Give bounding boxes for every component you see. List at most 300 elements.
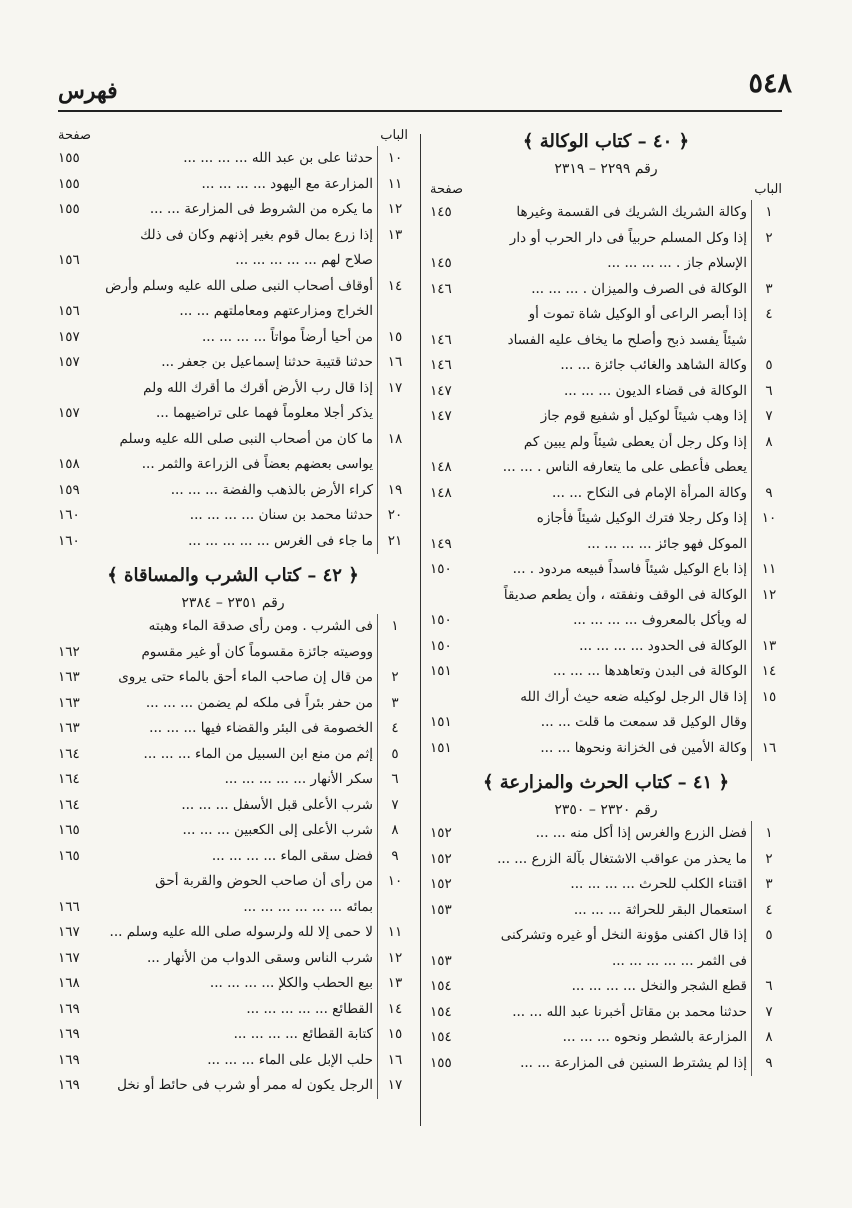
entry-separator	[377, 478, 378, 504]
entry-separator	[377, 844, 378, 870]
column-divider	[420, 134, 421, 1126]
entry-separator	[751, 226, 752, 252]
entry-number: ١٣	[387, 226, 403, 243]
entry-page: ١٦٤	[58, 745, 80, 762]
entry-page: ١٥١	[430, 739, 452, 756]
entry-leader-dots: ... ... ... ... ...	[611, 952, 694, 969]
entry-title-text: شرب الأعلى قبل الأسفل	[232, 796, 373, 813]
entry-title-text: من رأى أن صاحب الحوض والقربة أحق	[155, 873, 373, 889]
entry-number: ١٠	[387, 150, 403, 166]
entry-title-text: الوكالة فى قضاء الديون	[615, 382, 747, 399]
entry-title-text: إذا زرع بمال قوم بغير إذنهم وكان فى ذلك	[140, 226, 373, 243]
entry-page: ١٦٠	[58, 532, 80, 549]
chapter-41-list	[430, 821, 782, 1076]
index-entry	[58, 767, 408, 793]
entry-title-text: الوكالة فى البدن وتعاهدها	[604, 663, 747, 679]
entry-separator	[377, 1073, 378, 1099]
bab-header: الباب	[380, 128, 408, 143]
entry-separator	[751, 328, 752, 354]
entry-title	[98, 503, 375, 529]
entry-leader-dots: ... ...	[560, 357, 591, 373]
entry-separator	[377, 248, 378, 274]
entry-page: ١٥٥	[430, 1054, 452, 1071]
entry-page: ١٥١	[430, 663, 452, 679]
entry-separator	[751, 379, 752, 405]
top-rule	[58, 110, 782, 112]
entry-separator	[377, 274, 378, 300]
entry-separator	[377, 1048, 378, 1074]
entry-separator	[377, 614, 378, 640]
entry-separator	[377, 716, 378, 742]
entry-separator	[377, 920, 378, 946]
page-header: صفحة	[58, 128, 91, 143]
index-entry	[430, 685, 782, 711]
index-entry	[58, 274, 408, 300]
entry-page: ١٦٣	[58, 720, 80, 736]
entry-title	[98, 946, 375, 972]
entry-separator	[751, 353, 752, 379]
entry-title	[98, 478, 375, 504]
entry-separator	[751, 634, 752, 660]
entry-number: ٤	[391, 720, 399, 736]
entry-separator	[751, 608, 752, 634]
entry-separator	[751, 1000, 752, 1026]
index-entry	[58, 325, 408, 351]
entry-page: ١٦٩	[58, 1051, 80, 1068]
entry-separator	[751, 455, 752, 481]
entry-number: ١٠	[761, 510, 777, 526]
entry-separator	[377, 503, 378, 529]
index-entry	[430, 277, 782, 303]
entry-title-text: فضل الزرع والغرس إذا أكل منه	[569, 825, 747, 841]
entry-number: ١٤	[761, 663, 777, 679]
entry-number: ٧	[765, 1003, 773, 1020]
entry-title-text: المزارعة مع اليهود	[270, 175, 373, 192]
entry-number: ٢١	[387, 532, 403, 549]
entry-number: ٥	[765, 357, 773, 373]
index-entry	[58, 869, 408, 895]
entry-page: ١٥٩	[58, 481, 80, 498]
index-entry	[58, 146, 408, 172]
index-entry	[430, 302, 782, 328]
entry-separator	[377, 665, 378, 691]
entry-title-text: وكالة الشريك الشريك فى القسمة وغيرها	[516, 204, 747, 220]
entry-separator	[377, 427, 378, 453]
chapter-41-range: رقم ٢٣٢٠ – ٢٣٥٠	[554, 802, 658, 818]
entry-title-text: فى الشرب . ومن رأى صدقة الماء وهبته	[148, 618, 373, 634]
entry-page: ١٤٦	[430, 331, 452, 348]
entry-page: ١٦٢	[58, 643, 80, 660]
entry-number: ٢	[765, 229, 773, 246]
entry-page: ١٥٠	[430, 637, 452, 654]
entry-leader-dots: ... ... ... ... ...	[188, 532, 270, 549]
entry-title-text: يذكر أجلا معلوماً فهما على تراضيهما	[173, 405, 373, 421]
entry-number: ١٩	[387, 481, 403, 498]
index-entry	[58, 716, 408, 742]
entry-number: ٣	[765, 280, 773, 297]
entry-leader-dots: ... ...	[540, 739, 571, 756]
entry-number: ٢٠	[387, 507, 403, 523]
index-entry	[430, 847, 782, 873]
entry-title	[98, 665, 375, 691]
entry-title	[98, 895, 375, 921]
index-entry	[58, 529, 408, 555]
entry-separator	[751, 847, 752, 873]
entry-separator	[751, 1025, 752, 1051]
entry-leader-dots: ... ... ...	[143, 745, 191, 762]
entry-title	[470, 659, 749, 685]
entry-number: ٥	[391, 745, 399, 762]
entry-leader-dots: ... ... ...	[552, 663, 601, 679]
entry-title-text: إذا وكل المسلم حربياً فى دار الحرب أو دار	[509, 229, 747, 246]
entry-title-text: حدثنا محمد بن مقاتل أخبرنا عبد الله	[546, 1003, 747, 1020]
entry-title	[470, 404, 749, 430]
entry-title	[98, 818, 375, 844]
entry-page: ١٥٢	[430, 825, 452, 841]
entry-page: ١٦٦	[58, 898, 80, 915]
entry-page: ١٤٥	[430, 255, 452, 271]
entry-title-text: اقتناء الكلب للحرث	[639, 876, 747, 892]
entry-leader-dots: ... ...	[535, 825, 566, 841]
entry-title	[470, 608, 749, 634]
entry-title-text: يواسى بعضهم بعضاً فى الزراعة والثمر	[158, 456, 373, 472]
entry-title-text: شيئاً يفسد ذبح وأصلح ما يخاف عليه الفساد	[507, 331, 747, 348]
entry-title	[470, 353, 749, 379]
index-entry	[430, 506, 782, 532]
index-entry	[58, 742, 408, 768]
entry-title-text: حدثنا قتيبة حدثنا إسماعيل بن جعفر	[178, 354, 373, 370]
index-entry	[430, 583, 782, 609]
entry-page: ١٥٥	[58, 175, 80, 192]
entry-title-text: الإسلام جاز	[684, 255, 747, 271]
entry-separator	[751, 685, 752, 711]
entry-separator	[377, 223, 378, 249]
entry-number: ١٦	[387, 354, 403, 370]
right-column	[430, 126, 782, 1076]
entry-title-text: من أحيا أرضاً مواتاً	[270, 328, 373, 345]
entry-title-text: إذا قال الرجل لوكيله ضعه حيث أراك الله	[520, 688, 747, 705]
bab-header: الباب	[754, 182, 782, 197]
entry-page: ١٦٩	[58, 1077, 80, 1093]
entry-leader-dots: ... ... ...	[170, 481, 218, 498]
chapter-41-title: ﴿ ٤١ – كتاب الحرث والمزارعة ﴾	[482, 772, 730, 793]
entry-separator	[377, 640, 378, 666]
entry-separator	[751, 974, 752, 1000]
entry-title-text: فضل سقى الماء	[280, 847, 373, 864]
entry-page: ١٤٩	[430, 535, 452, 552]
index-entry-continuation	[58, 895, 408, 921]
entry-separator	[377, 1022, 378, 1048]
entry-title	[470, 226, 749, 252]
entry-title-text: بيع الحطب والكلإ	[278, 975, 373, 991]
entry-title	[98, 274, 375, 300]
entry-page: ١٦٩	[58, 1000, 80, 1017]
entry-leader-dots: ... ... ... ...	[201, 328, 267, 345]
entry-number: ١٠	[387, 873, 403, 889]
entry-page: ١٥٠	[430, 612, 452, 628]
entry-title	[470, 1025, 749, 1051]
entry-number: ٦	[765, 382, 773, 399]
entry-page: ١٥٣	[430, 901, 452, 918]
entry-leader-dots: ... ...	[520, 1054, 551, 1071]
entry-separator	[751, 481, 752, 507]
entry-page: ١٥١	[430, 714, 452, 730]
entry-title-text: صلاح لهم	[321, 252, 373, 268]
index-entry	[58, 920, 408, 946]
entry-separator	[751, 872, 752, 898]
entry-title	[470, 736, 749, 762]
entry-leader-dots: ... ... ...	[573, 901, 622, 918]
index-entry	[58, 1073, 408, 1099]
entry-page: ١٤٨	[430, 484, 452, 501]
entry-number: ١٢	[761, 586, 777, 603]
index-entry	[430, 353, 782, 379]
entry-leader-dots: ... ... ... ...	[571, 978, 636, 994]
running-title: فهرس	[58, 78, 118, 104]
entry-separator	[751, 736, 752, 762]
entry-title	[470, 302, 749, 328]
entry-leader-dots: ... ... ...	[145, 694, 194, 711]
entry-separator	[751, 430, 752, 456]
entry-leader-dots: . ...	[512, 561, 535, 577]
entry-leader-dots: ...	[109, 924, 123, 940]
index-entry	[430, 481, 782, 507]
entry-title-text: له ويأكل بالمعروف	[641, 612, 747, 628]
entry-page: ١٥٤	[430, 1029, 452, 1045]
index-entry	[430, 923, 782, 949]
entry-leader-dots: ... ... ...	[181, 796, 229, 813]
index-entry	[430, 557, 782, 583]
entry-title-text: إذا باع الوكيل شيئاً فاسداً فبيعه مردود	[538, 561, 747, 577]
entry-separator	[751, 251, 752, 277]
entry-number: ٨	[391, 822, 399, 838]
entry-separator	[751, 949, 752, 975]
entry-number: ١٧	[387, 379, 403, 396]
entry-number: ١٥	[387, 328, 403, 345]
entry-page: ١٥٥	[58, 150, 80, 166]
entry-separator	[377, 197, 378, 223]
entry-title-text: وكالة الأمين فى الخزانة ونحوها	[574, 739, 747, 756]
entry-page: ١٤٨	[430, 459, 452, 475]
entry-page: ١٦٣	[58, 669, 80, 685]
entry-number: ٩	[765, 484, 773, 501]
chapter-42-list	[58, 614, 408, 1099]
entry-title	[470, 872, 749, 898]
entry-separator	[751, 557, 752, 583]
entry-leader-dots: . ... ...	[502, 459, 542, 475]
entry-page: ١٦٤	[58, 796, 80, 813]
entry-number: ٦	[765, 978, 773, 994]
index-entry	[58, 818, 408, 844]
entry-separator	[377, 401, 378, 427]
entry-page: ١٤٦	[430, 280, 452, 297]
entry-title	[98, 1022, 375, 1048]
entry-number: ١٤	[387, 277, 403, 294]
entry-title	[470, 974, 749, 1000]
entry-number: ٥	[765, 927, 773, 943]
entry-title	[470, 923, 749, 949]
entry-leader-dots: . ... ... ... ...	[607, 255, 681, 271]
entry-number: ١٥	[761, 688, 777, 705]
entry-number: ١٦	[761, 739, 777, 756]
entry-title-text: حدثنا على بن عبد الله	[251, 150, 373, 166]
entry-title-text: قطع الشجر والنخل	[640, 978, 747, 994]
entry-number: ١	[391, 618, 399, 634]
entry-title	[470, 328, 749, 354]
entry-leader-dots: ...	[155, 405, 169, 421]
chapter-40-title: ﴿ ٤٠ – كتاب الوكالة ﴾	[522, 131, 690, 152]
entry-page: ١٥٦	[58, 303, 80, 319]
entry-title-text: الوكالة فى الحدود	[647, 637, 747, 654]
entry-title	[98, 1073, 375, 1099]
entry-title	[98, 971, 375, 997]
entry-leader-dots: ... ... ... ...	[233, 1026, 298, 1042]
entry-page: ١٤٧	[430, 408, 452, 424]
index-entry-continuation	[58, 452, 408, 478]
index-entry	[58, 350, 408, 376]
entry-title	[98, 997, 375, 1023]
entry-page: ١٥٧	[58, 405, 80, 421]
entry-title	[98, 427, 375, 453]
entry-page: ١٦٧	[58, 949, 80, 966]
entry-page: ١٤٦	[430, 357, 452, 373]
entry-number: ١٢	[387, 201, 403, 217]
entry-title	[98, 325, 375, 351]
entry-title	[98, 767, 375, 793]
index-entry	[58, 614, 408, 640]
entry-title-text: ما جاء فى الغرس	[273, 532, 373, 549]
index-entry-continuation	[58, 640, 408, 666]
entry-title-text: إذا أبصر الراعى أو الوكيل شاة تموت أو	[528, 306, 747, 322]
entry-leader-dots: ... ... ... ...	[570, 876, 635, 892]
entry-title-text: الخصومة فى البئر والقضاء فيها	[200, 720, 373, 736]
index-entry	[430, 430, 782, 456]
entry-title-text: الوكالة فى الصرف والميزان	[591, 280, 747, 297]
entry-leader-dots: ... ... ... ... ...	[224, 771, 307, 787]
entry-title	[98, 844, 375, 870]
index-entry	[430, 404, 782, 430]
entry-page: ١٤٥	[430, 204, 452, 220]
entry-leader-dots: ... ... ...	[562, 1029, 610, 1045]
entry-title	[98, 452, 375, 478]
entry-title-text: كراء الأرض بالذهب والفضة	[222, 481, 373, 498]
entry-title	[470, 847, 749, 873]
entry-leader-dots: ... ... ...	[207, 1051, 255, 1068]
index-entry-continuation	[430, 455, 782, 481]
entry-leader-dots: ... ... ... ...	[189, 507, 255, 523]
entry-title	[470, 583, 749, 609]
entry-leader-dots: ... ...	[497, 850, 528, 867]
entry-leader-dots: ... ...	[512, 1003, 543, 1020]
entry-leader-dots: ... ...	[179, 303, 210, 319]
entry-title-text: ووصيته جائزة مقسوماً كان أو غير مقسوم	[141, 643, 373, 660]
entry-title	[470, 949, 749, 975]
entry-separator	[377, 452, 378, 478]
entry-title-text: وكالة المرأة الإمام فى النكاح	[586, 484, 747, 501]
index-entry	[430, 226, 782, 252]
entry-page: ١٦٩	[58, 1026, 80, 1042]
entry-leader-dots: ... ... ... ...	[587, 535, 652, 552]
entry-leader-dots: ... ... ... ... ... ...	[243, 898, 343, 915]
entry-page: ١٦٨	[58, 975, 80, 991]
entry-separator	[751, 532, 752, 558]
entry-number: ١١	[761, 561, 777, 577]
index-entry	[430, 634, 782, 660]
entry-title-text: حلب الإبل على الماء	[258, 1051, 373, 1068]
entry-separator	[377, 793, 378, 819]
entry-leader-dots: ... ... ...	[563, 382, 612, 399]
entry-title	[470, 506, 749, 532]
entry-title	[470, 430, 749, 456]
entry-leader-dots: ... ... ... ...	[209, 975, 275, 991]
entry-title	[470, 379, 749, 405]
entry-title	[98, 716, 375, 742]
entry-title-text: شرب الناس وسقى الدواب من الأنهار	[164, 949, 373, 966]
entry-title	[98, 299, 375, 325]
entry-separator	[377, 146, 378, 172]
entry-number: ١٣	[387, 975, 403, 991]
entry-page: ١٥٧	[58, 354, 80, 370]
index-entry	[430, 659, 782, 685]
entry-title-text: المزارعة بالشطر ونحوه	[614, 1029, 747, 1045]
entry-page: ١٥٥	[58, 201, 80, 217]
index-entry	[58, 971, 408, 997]
entry-title	[470, 685, 749, 711]
entry-number: ٢	[391, 669, 399, 685]
entry-title	[470, 200, 749, 226]
entry-title-text: الخراج ومزارعتهم ومعاملتهم	[213, 303, 373, 319]
entry-title-text: القطائع	[332, 1000, 373, 1017]
entry-page: ١٥٨	[58, 456, 80, 472]
entry-title	[98, 248, 375, 274]
entry-leader-dots: ... ... ... ...	[579, 637, 644, 654]
index-entry	[58, 1048, 408, 1074]
entry-page: ١٥٠	[430, 561, 452, 577]
entry-title	[98, 1048, 375, 1074]
index-entry	[58, 997, 408, 1023]
index-entry	[58, 665, 408, 691]
entry-page: ١٦٣	[58, 694, 80, 711]
index-entry	[430, 872, 782, 898]
index-entry	[58, 197, 408, 223]
entry-title	[470, 1000, 749, 1026]
index-entry	[58, 427, 408, 453]
page-header: صفحة	[430, 182, 463, 197]
entry-number: ١٣	[761, 637, 777, 654]
entry-page: ١٦٤	[58, 771, 80, 787]
entry-title-text: ما يحذر من عواقب الاشتغال بآلة الزرع	[531, 850, 747, 867]
entry-title-text: سكر الأنهار	[310, 771, 373, 787]
entry-title-text: من حفر بئراً فى ملكه لم يضمن	[197, 694, 373, 711]
index-entry	[430, 898, 782, 924]
entry-leader-dots: ... ...	[552, 484, 583, 501]
entry-separator	[751, 821, 752, 847]
entry-separator	[377, 946, 378, 972]
entry-title	[98, 376, 375, 402]
entry-title-text: ما كان من أصحاب النبى صلى الله عليه وسلم	[119, 430, 373, 447]
entry-title-text: أوقاف أصحاب النبى صلى الله عليه وسلم وأرض	[105, 277, 373, 294]
index-entry	[430, 821, 782, 847]
entry-number: ٩	[391, 847, 399, 864]
entry-title	[470, 455, 749, 481]
entry-title	[98, 197, 375, 223]
entry-leader-dots: ... ... ... ...	[183, 150, 248, 166]
entry-number: ١١	[387, 175, 403, 192]
column-headers	[430, 180, 782, 200]
index-entry-continuation	[58, 299, 408, 325]
entry-separator	[751, 659, 752, 685]
entry-title-text: استعمال البقر للحراثة	[625, 901, 747, 918]
